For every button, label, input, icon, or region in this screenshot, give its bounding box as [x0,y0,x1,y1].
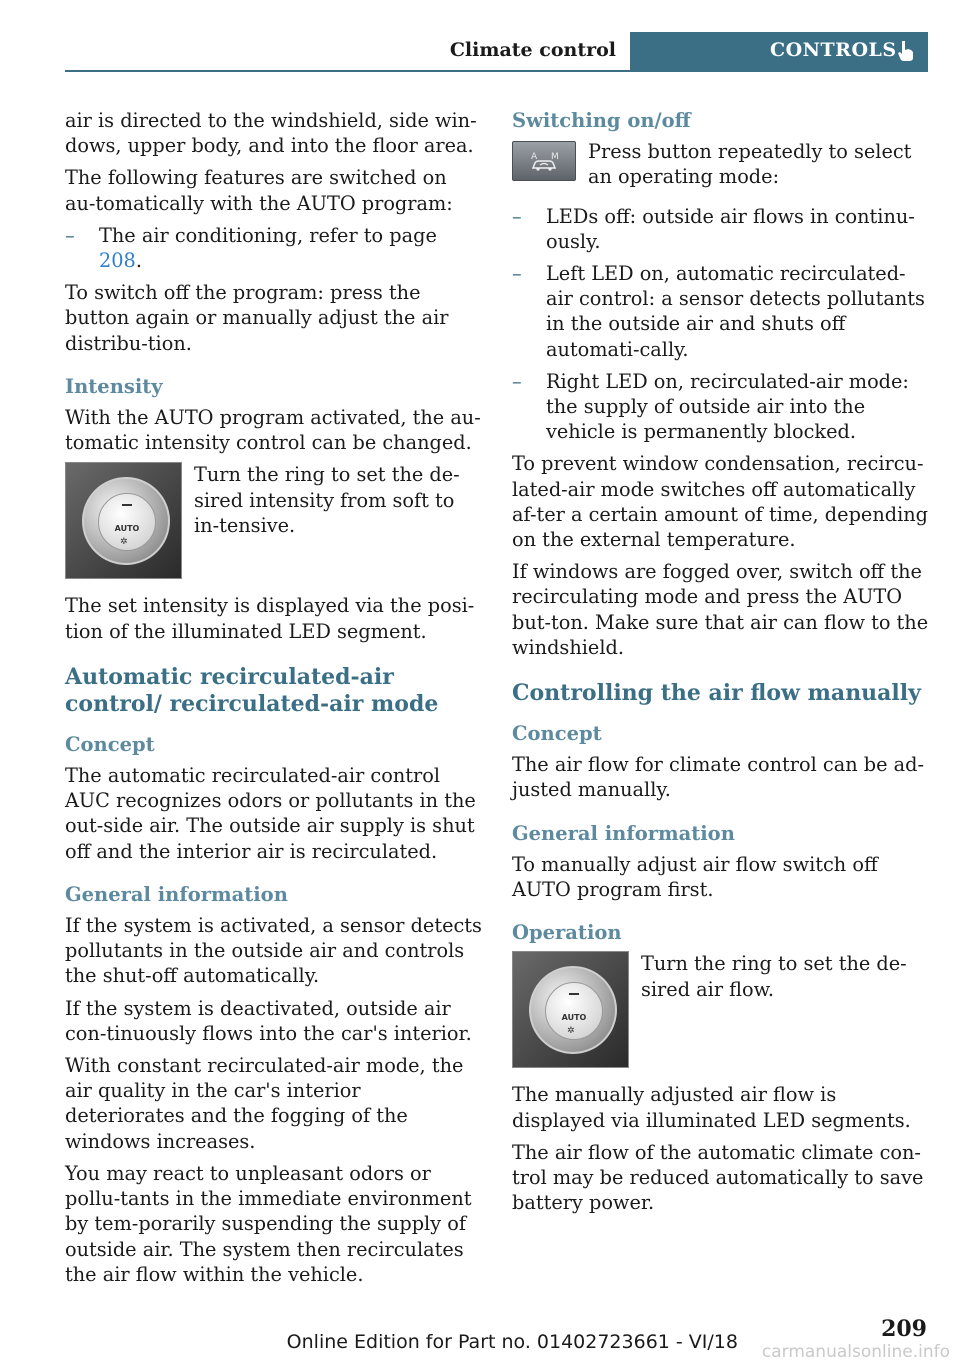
paragraph: If the system is deactivated, outside air con-tinuously flows into the car's interior. [65,996,472,1045]
section-heading-concept: Concept [512,722,602,746]
knob-auto-label: AUTO [561,1013,587,1023]
page-number: 209 [881,1316,927,1342]
dash-bullet: – [65,223,75,247]
paragraph: You may react to unpleasant odors or pollu-tants in the immediate environment by tem-porarily suspending the supply of outside air. The system then recirculates the air flow within the vehicle. [65,1161,472,1286]
section-heading-intensity: Intensity [65,374,163,398]
edition-text: Online Edition for Part no. 01402723661 - VI/18 [286,1331,738,1353]
figure-caption: Press button repeatedly to select an operating mode: [588,140,912,189]
paragraph: air is directed to the windshield, side win-dows, upper body, and into the floor area. [65,109,477,158]
mode-list [512,204,930,445]
paragraph: With constant recirculated-air mode, the air quality in the car's interior deteriorates and the fogging of the windows increases. [65,1054,464,1153]
watermark: carmanualsonline.info [761,1342,950,1362]
knob-ring [529,966,617,1054]
dash-bullet: – [512,369,522,393]
section-heading-operation: Operation [512,921,622,945]
fan-icon: ✲ [120,537,128,548]
right-column [512,108,930,1223]
paragraph: If windows are fogged over, switch off the recirculating mode and press the AUTO but-ton. Make sure that air can flow to the windshield. [512,560,929,659]
header-rule [65,70,928,72]
paragraph: The following features are switched on au-tomatically with the AUTO program: [65,166,453,215]
section-heading-general: General information [512,821,735,845]
section-heading-manual: Controlling the air flow manually [512,680,921,707]
paragraph: The air flow for climate control can be ad-justed manually. [512,753,924,802]
auto-knob-image [65,462,182,579]
knob-ring [82,477,170,565]
paragraph: The air flow of the automatic climate con-trol may be reduced automatically to save battery power. [512,1140,924,1215]
section-tab [630,32,928,70]
figure-air-flow [512,951,930,1068]
left-column [65,108,483,1294]
paragraph: If the system is activated, a sensor detects pollutants in the outside air and controls the shut-off automatically. [65,914,482,988]
page-footer [0,1316,960,1362]
figure-caption: Turn the ring to set the de-sired intensity from soft to in-tensive. [194,463,460,537]
page-link[interactable]: 208 [99,249,136,273]
paragraph: To switch off the program: press the button again or manually adjust the air distribu-tion. [65,281,449,355]
feature-list [65,223,483,273]
section-heading-general: General information [65,882,288,906]
list-item: – Right LED on, recirculated-air mode: the supply of outside air into the vehicle is permanently blocked. [512,369,909,444]
section-heading-switching: Switching on/off [512,109,691,132]
section-tab-label: CONTROLS [770,39,897,61]
paragraph: To prevent window condensation, recircu-lated-air mode switches off automatically af-ter a certain amount of time, depending on the external temperature. [512,452,929,552]
paragraph: The automatic recirculated-air control AUC recognizes odors or pollutants in the out-side air. The outside air supply is shut off and the interior air is recirculated. [65,764,476,863]
dash-bullet: – [512,262,522,286]
recirculation-button-image [512,141,576,181]
paragraph: The manually adjusted air flow is displayed via illuminated LED segments. [512,1083,911,1132]
button-m-label: M [551,152,559,163]
list-item: – LEDs off: outside air flows in continu-ously. [512,204,915,253]
figure-intensity [65,462,483,579]
figure-recirculation-button [512,139,930,189]
chapter-title: Climate control [449,39,616,61]
paragraph: To manually adjust air flow switch off AUTO program first. [512,852,878,902]
section-heading-concept: Concept [65,732,155,756]
auto-knob-image [512,951,629,1068]
figure-caption: Turn the ring to set the de-sired air flow. [641,952,907,1001]
section-heading-auc: Automatic recirculated-air control/ recirculated-air mode [65,663,439,717]
recirculation-car-icon [530,157,558,171]
dash-bullet: – [512,204,522,228]
pointing-hand-icon [894,39,916,63]
page-header [65,32,928,72]
button-a-label: A [531,152,538,163]
list-item: – The air conditioning, refer to page 208. [65,223,437,273]
fan-icon: ✲ [567,1026,575,1037]
paragraph: The set intensity is displayed via the posi-tion of the illuminated LED segment. [65,594,475,643]
knob-auto-label: AUTO [114,524,140,534]
paragraph: With the AUTO program activated, the au-tomatic intensity control can be changed. [65,406,481,455]
list-item: – Left LED on, automatic recirculated-air control: a sensor detects pollutants in the outside air and shuts off automati-cally. [512,262,925,361]
